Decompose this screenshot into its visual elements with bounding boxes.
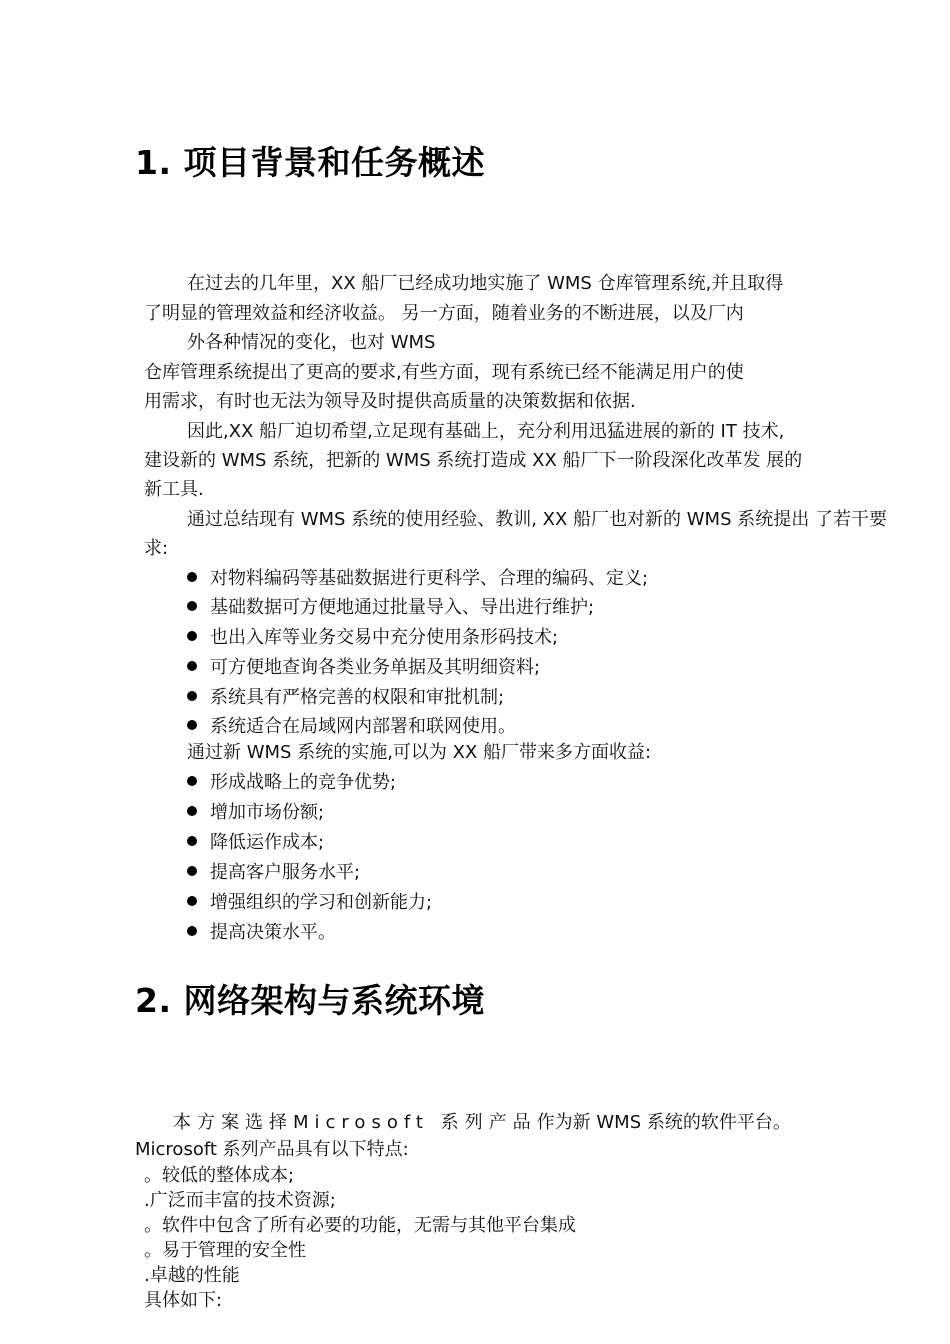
requirement-list-item: 基础数据可方便地通过批量导入、导出进行维护; bbox=[187, 597, 594, 619]
benefit-list-item: 降低运作成本; bbox=[187, 832, 324, 854]
benefit-list-item: 提高客户服务水平; bbox=[187, 862, 360, 884]
bullet-icon bbox=[187, 572, 197, 582]
section-1-heading: 1. 项目背景和任务概述 bbox=[135, 143, 485, 182]
benefit-list-item: 增强组织的学习和创新能力; bbox=[187, 892, 432, 914]
feature-list-item: 具体如下: bbox=[144, 1290, 223, 1311]
requirement-list-item: 系统适合在局域网内部署和联网使用。 bbox=[187, 716, 516, 738]
bullet-icon bbox=[187, 776, 197, 786]
requirement-list-item: 可方便地查询各类业务单据及其明细资料; bbox=[187, 657, 540, 679]
bullet-icon bbox=[187, 691, 197, 701]
bullet-icon bbox=[187, 806, 197, 816]
benefit-list-item: 提高决策水平。 bbox=[187, 922, 336, 944]
section-2-intro: 本方案选择Microsoft 系列产品作为新 WMS 系统的软件平台。 bbox=[173, 1112, 791, 1133]
bullet-icon bbox=[187, 720, 197, 730]
feature-list-item: 。较低的整体成本; bbox=[144, 1165, 295, 1186]
feature-list-item: 。软件中包含了所有必要的功能，无需与其他平台集成 bbox=[144, 1215, 576, 1236]
benefit-list-item: 形成战略上的竞争优势; bbox=[187, 772, 396, 794]
bullet-icon bbox=[187, 631, 197, 641]
bullet-icon bbox=[187, 926, 197, 936]
requirement-list-item: 对物料编码等基础数据进行更科学、合理的编码、定义; bbox=[187, 568, 648, 590]
benefit-list-item: 增加市场份额; bbox=[187, 802, 324, 824]
section-2-heading: 2. 网络架构与系统环境 bbox=[135, 981, 485, 1020]
paragraph-line: 仓库管理系统提出了更高的要求,有些方面，现有系统已经不能满足用户的使 bbox=[144, 362, 744, 383]
paragraph-line: 求: bbox=[144, 538, 169, 559]
bullet-icon bbox=[187, 601, 197, 611]
paragraph-line: 用需求，有时也无法为领导及时提供高质量的决策数据和依据. bbox=[144, 391, 636, 412]
feature-list-item: .广泛而丰富的技术资源; bbox=[144, 1190, 336, 1211]
bullet-icon bbox=[187, 866, 197, 876]
paragraph-line: 通过总结现有 WMS 系统的使用经验、教训, XX 船厂也对新的 WMS 系统提出 了若干要 bbox=[187, 509, 887, 530]
feature-list-item: .卓越的性能 bbox=[144, 1265, 240, 1286]
paragraph-line: 新工具. bbox=[144, 479, 204, 500]
paragraph-line: 因此,XX 船厂迫切希望,立足现有基础上，充分利用迅猛进展的新的 IT 技术, bbox=[187, 421, 785, 442]
section-2-intro-2: Microsoft 系列产品具有以下特点: bbox=[135, 1139, 409, 1160]
bullet-icon bbox=[187, 836, 197, 846]
requirement-list-item: 也出入库等业务交易中充分使用条形码技术; bbox=[187, 627, 558, 649]
benefits-intro: 通过新 WMS 系统的实施,可以为 XX 船厂带来多方面收益: bbox=[187, 742, 652, 763]
paragraph-line: 在过去的几年里，XX 船厂已经成功地实施了 WMS 仓库管理系统,并且取得 bbox=[187, 273, 784, 294]
paragraph-line: 建设新的 WMS 系统，把新的 WMS 系统打造成 XX 船厂下一阶段深化改革发 展的 bbox=[144, 450, 803, 471]
bullet-icon bbox=[187, 661, 197, 671]
bullet-icon bbox=[187, 896, 197, 906]
feature-list-item: 。易于管理的安全性 bbox=[144, 1240, 306, 1261]
paragraph-line: 了明显的管理效益和经济收益。 另一方面，随着业务的不断进展，以及厂内 bbox=[144, 303, 744, 324]
paragraph-line: 外各种情况的变化，也对 WMS bbox=[187, 332, 436, 353]
requirement-list-item: 系统具有严格完善的权限和审批机制; bbox=[187, 687, 504, 709]
